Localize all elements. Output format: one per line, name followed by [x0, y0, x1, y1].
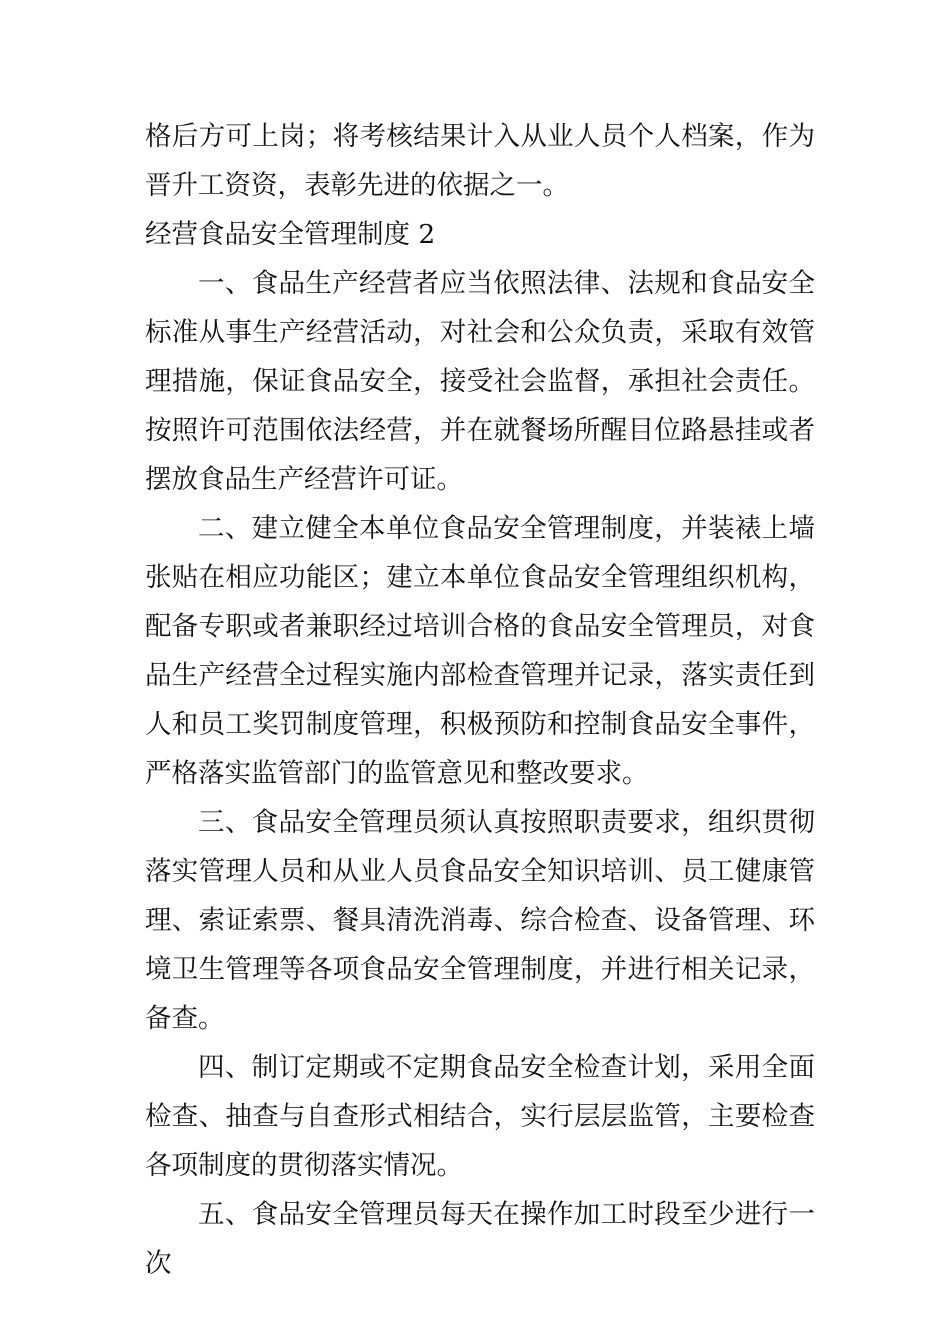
paragraph-1: 一、食品生产经营者应当依照法律、法规和食品安全标准从事生产经营活动，对社会和公众负责，采取有效管理措施，保证食品安全，接受社会监督，承担社会责任。按照许可范围依法经营，并在就餐场所醒目位路悬挂或者摆放食品生产经营许可证。 [145, 268, 815, 495]
section-heading: 经营食品安全管理制度 2 [145, 219, 436, 250]
document-body [145, 112, 815, 1288]
paragraph-2: 二、建立健全本单位食品安全管理制度，并装裱上墙张贴在相应功能区；建立本单位食品安全管理组织机构，配备专职或者兼职经过培训合格的食品安全管理员，对食品生产经营全过程实施内部检查管理并记录，落实责任到人和员工奖罚制度管理，积极预防和控制食品安全事件，严格落实监管部门的监管意见和整改要求。 [145, 513, 815, 789]
paragraph-5: 五、食品安全管理员每天在操作加工时段至少进行一次 [145, 1199, 815, 1279]
paragraph-3: 三、食品安全管理员须认真按照职责要求，组织贯彻落实管理人员和从业人员食品安全知识培训、员工健康管理、索证索票、餐具清洗消毒、综合检查、设备管理、环境卫生管理等各项食品安全管理制度，并进行相关记录，备查。 [145, 807, 815, 1034]
paragraph-continuation: 格后方可上岗；将考核结果计入从业人员个人档案，作为晋升工资资，表彰先进的依据之一。 [145, 121, 815, 201]
paragraph-4: 四、制订定期或不定期食品安全检查计划，采用全面检查、抽查与自查形式相结合，实行层层监管，主要检查各项制度的贯彻落实情况。 [145, 1052, 815, 1181]
